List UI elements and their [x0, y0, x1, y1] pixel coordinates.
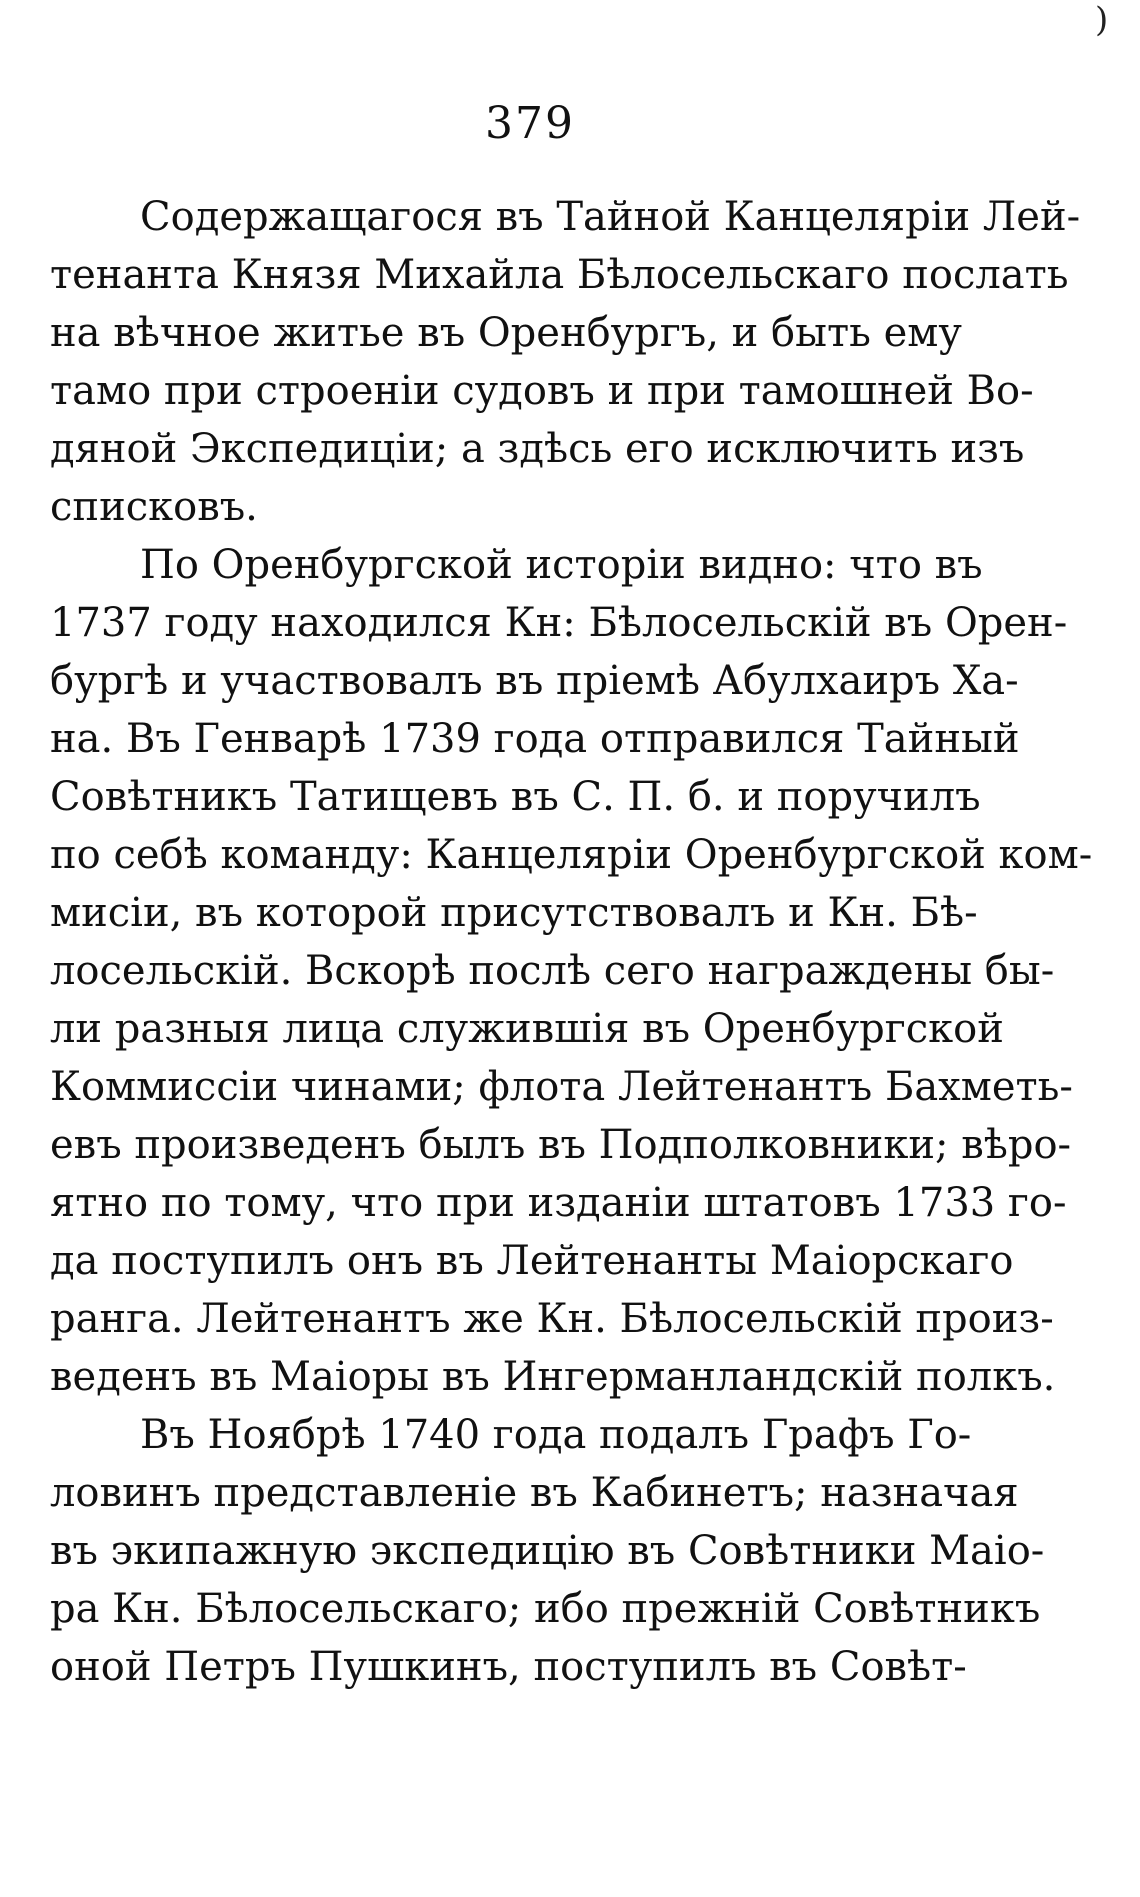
- text-line: Въ Ноябрѣ 1740 года подалъ Графъ Го-: [140, 1412, 972, 1458]
- text-line: Коммиссіи чинами; флота Лейтенантъ Бахметь-: [50, 1064, 1073, 1110]
- text-line: дяной Экспедиціи; а здѣсь его исключить изъ: [50, 426, 1025, 472]
- text-line: списковъ.: [50, 484, 258, 530]
- margin-mark: ): [1095, 0, 1109, 40]
- text-line: тенанта Князя Михайла Бѣлосельскаго послать: [50, 252, 1069, 298]
- text-line: ли разныя лица служившія въ Оренбургской: [50, 1006, 1004, 1052]
- text-line: бургѣ и участвовалъ въ пріемѣ Абулхаиръ Ха-: [50, 658, 1019, 704]
- text-line: тамо при строеніи судовъ и при тамошней Во-: [50, 368, 1034, 414]
- text-line: По Оренбургской исторіи видно: что въ: [140, 542, 983, 588]
- text-line: лосельскій. Вскорѣ послѣ сего награждены бы-: [50, 948, 1055, 994]
- text-line: на. Въ Генварѣ 1739 года отправился Тайный: [50, 716, 1020, 762]
- text-line: ятно по тому, что при изданіи штатовъ 1733 го-: [50, 1180, 1067, 1226]
- text-line: евъ произведенъ былъ въ Подполковники; вѣро-: [50, 1122, 1072, 1168]
- text-line: да поступилъ онъ въ Лейтенанты Маіорскаго: [50, 1238, 1014, 1284]
- text-line: въ экипажную экспедицію въ Совѣтники Маіо-: [50, 1528, 1045, 1574]
- text-line: Совѣтникъ Татищевъ въ С. П. б. и поручилъ: [50, 774, 981, 820]
- text-line: мисіи, въ которой присутствовалъ и Кн. Бѣ-: [50, 890, 978, 936]
- text-line: ловинъ представленіе въ Кабинетъ; назначая: [50, 1470, 1019, 1516]
- text-line: веденъ въ Маіоры въ Ингерманландскій полкъ.: [50, 1354, 1056, 1400]
- text-line: по себѣ команду: Канцеляріи Оренбургской ком-: [50, 832, 1093, 878]
- text-line: Содержащагося въ Тайной Канцеляріи Лей-: [140, 194, 1081, 240]
- text-line: ранга. Лейтенантъ же Кн. Бѣлосельскій произ-: [50, 1296, 1054, 1342]
- page-number: 379: [485, 98, 575, 149]
- text-line: оной Петръ Пушкинъ, поступилъ въ Совѣт-: [50, 1644, 967, 1690]
- text-line: ра Кн. Бѣлосельскаго; ибо прежній Совѣтникъ: [50, 1586, 1041, 1632]
- text-line: 1737 году находился Кн: Бѣлосельскій въ Орен-: [50, 600, 1068, 646]
- text-line: на вѣчное житье въ Оренбургъ, и быть ему: [50, 310, 962, 356]
